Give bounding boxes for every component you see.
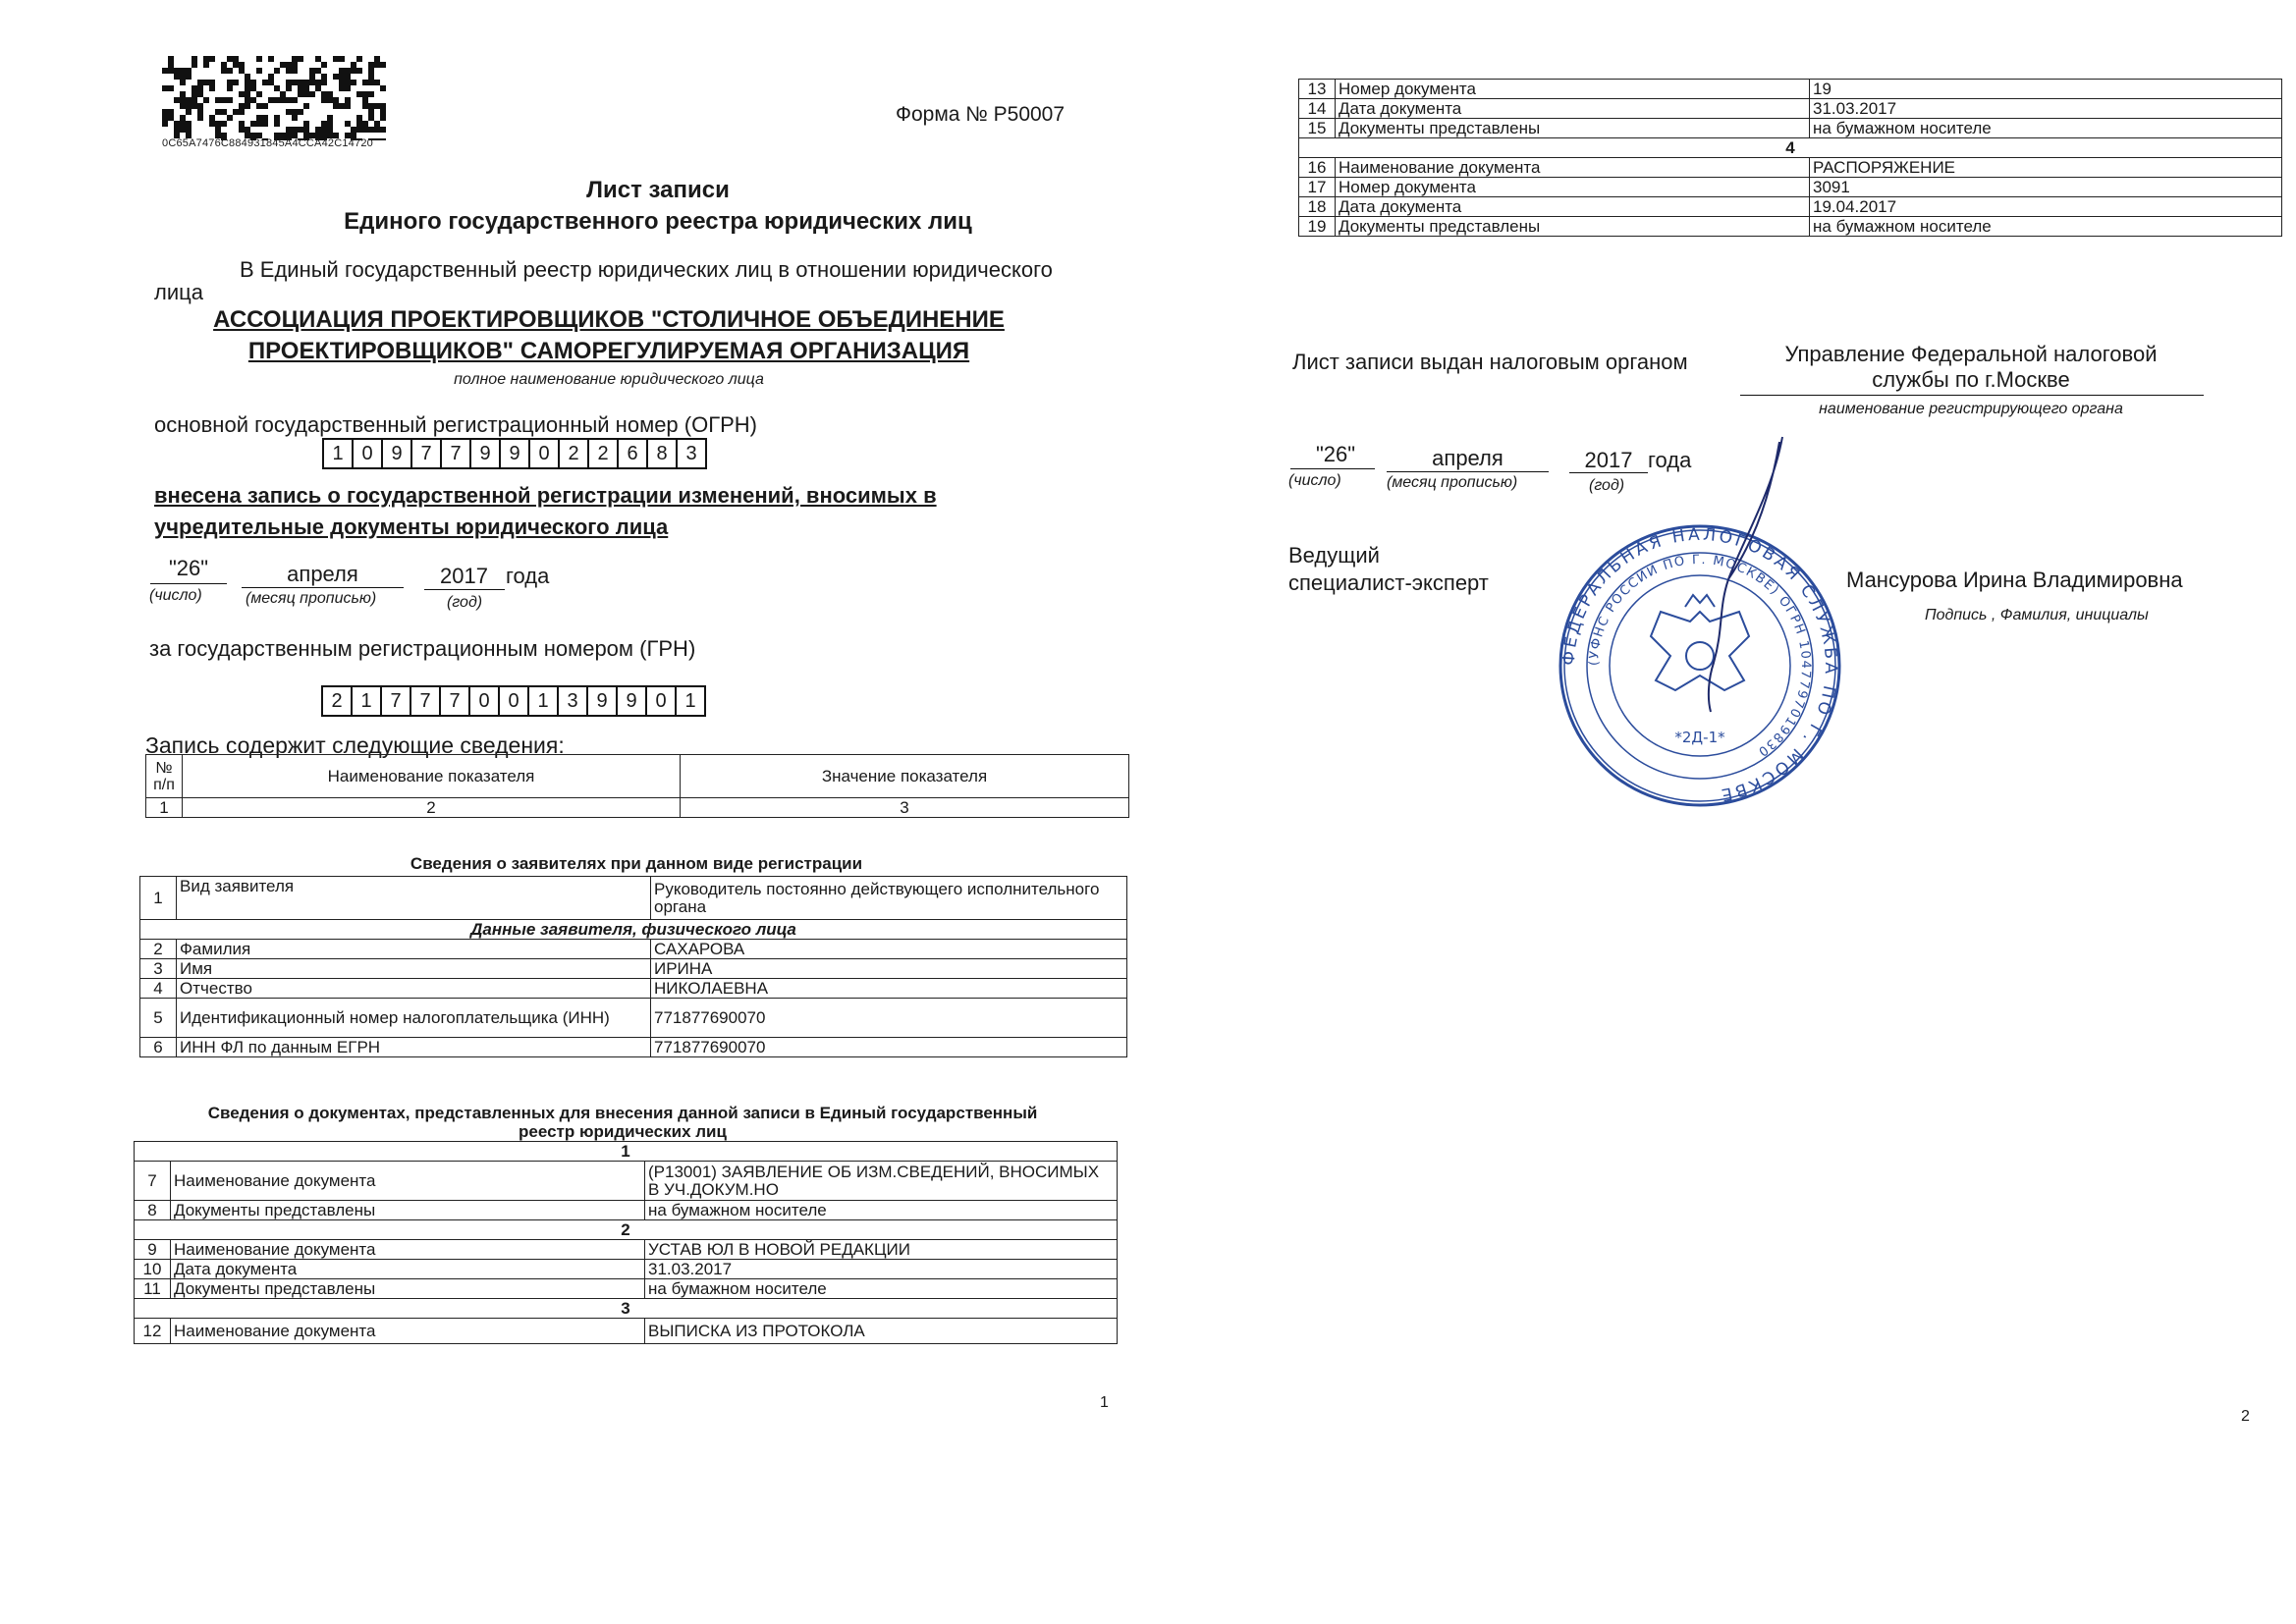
ogrn-digit: 3 <box>676 438 707 469</box>
doc-row-num: 16 <box>1299 158 1336 178</box>
ogrn-digit: 2 <box>558 438 589 469</box>
grn-digit: 2 <box>321 685 353 717</box>
contents-label: Запись содержит следующие сведения: <box>145 732 565 758</box>
entry-line2: учредительные документы юридического лица <box>154 514 669 539</box>
applicant-row-name: Вид заявителя <box>177 877 651 920</box>
grn-digit: 0 <box>468 685 500 717</box>
doc-row-value: 19 <box>1810 80 2282 99</box>
stamp-outer-text: ФЕДЕРАЛЬНАЯ НАЛОГОВАЯ СЛУЖБА ПО Г. МОСКВЕ <box>1558 524 1841 805</box>
applicant-row-name: ИНН ФЛ по данным ЕГРН <box>177 1038 651 1057</box>
date2-day-caption: (число) <box>1288 472 1341 489</box>
date1-suffix: года <box>506 564 550 588</box>
ogrn-digit: 0 <box>528 438 560 469</box>
doc-row-name: Документы представлены <box>171 1201 645 1220</box>
doc-row-num: 17 <box>1299 178 1336 197</box>
signer-caption: Подпись , Фамилия, инициалы <box>1925 607 2149 623</box>
applicant-row-num: 5 <box>140 999 177 1038</box>
doc-row-num: 10 <box>135 1260 171 1279</box>
documents-title-line1: Сведения о документах, представленных для внесения данной записи в Единый государственный <box>207 1104 1038 1122</box>
applicant-row-num: 1 <box>140 877 177 920</box>
applicant-row-num: 2 <box>140 940 177 959</box>
page-number-2: 2 <box>2241 1408 2250 1425</box>
doc-row-value: 3091 <box>1810 178 2282 197</box>
doc-group-label: 1 <box>135 1142 1118 1162</box>
doc-row-name: Документы представлены <box>171 1279 645 1299</box>
grn-digit: 7 <box>439 685 470 717</box>
doc-row-value: УСТАВ ЮЛ В НОВОЙ РЕДАКЦИИ <box>645 1240 1118 1260</box>
issued-authority-caption: наименование регистрирующего органа <box>1819 401 2123 417</box>
date2-year: 2017 <box>1584 448 1633 472</box>
date1-month: апреля <box>287 562 358 586</box>
applicant-row-name: Отчество <box>177 979 651 999</box>
ogrn-digit: 9 <box>499 438 530 469</box>
date2-day-line <box>1290 468 1375 469</box>
org-name-line2: ПРОЕКТИРОВЩИКОВ" САМОРЕГУЛИРУЕМАЯ ОРГАНИЗАЦИЯ <box>247 338 970 364</box>
grn-digit: 1 <box>527 685 559 717</box>
ogrn-digit: 7 <box>440 438 471 469</box>
col-value-index: 3 <box>681 798 1129 818</box>
doc-row-name: Наименование документа <box>1336 158 1810 178</box>
ogrn-digit: 1 <box>322 438 354 469</box>
doc-title-line2: Единого государственного реестра юридических лиц <box>344 208 972 235</box>
issued-label: Лист записи выдан налоговым органом <box>1292 350 1688 374</box>
barcode-text: 0C65A7476C884931845A4CCA42C14720 <box>162 137 373 149</box>
grn-digit: 9 <box>586 685 618 717</box>
doc-row-value: на бумажном носителе <box>645 1201 1118 1220</box>
doc-row-value: РАСПОРЯЖЕНИЕ <box>1810 158 2282 178</box>
grn-digit: 0 <box>498 685 529 717</box>
grn-digit: 9 <box>616 685 647 717</box>
barcode <box>162 56 386 140</box>
doc-row-name: Номер документа <box>1336 80 1810 99</box>
ogrn-digit: 6 <box>617 438 648 469</box>
col-num-index: 1 <box>146 798 183 818</box>
applicant-row-value: 771877690070 <box>651 999 1127 1038</box>
ogrn-digit: 8 <box>646 438 678 469</box>
doc-row-num: 12 <box>135 1319 171 1344</box>
intro-line1: В Единый государственный реестр юридических лиц в отношении юридического <box>240 257 1053 282</box>
ogrn-label: основной государственный регистрационный номер (ОГРН) <box>154 412 758 437</box>
entry-line1: внесена запись о государственной регистрации изменений, вносимых в <box>154 483 937 508</box>
doc-row-value: на бумажном носителе <box>1810 119 2282 138</box>
doc-group-label: 4 <box>1299 138 2282 158</box>
date1-month-line <box>242 587 404 588</box>
col-name-header: Наименование показателя <box>183 755 681 798</box>
doc-row-name: Документы представлены <box>1336 119 1810 138</box>
date1-year: 2017 <box>440 564 488 588</box>
doc-row-value: на бумажном носителе <box>1810 217 2282 237</box>
doc-row-value: (Р13001) ЗАЯВЛЕНИЕ ОБ ИЗМ.СВЕДЕНИЙ, ВНОСИМЫХ В УЧ.ДОКУМ.НО <box>645 1162 1118 1201</box>
date1-month-caption: (месяц прописью) <box>246 590 377 607</box>
grn-digit: 7 <box>410 685 441 717</box>
applicants-table <box>139 876 1127 1057</box>
doc-row-num: 7 <box>135 1162 171 1201</box>
applicant-subheader: Данные заявителя, физического лица <box>140 920 1127 940</box>
applicant-row-num: 4 <box>140 979 177 999</box>
doc-row-num: 9 <box>135 1240 171 1260</box>
grn-digit-boxes <box>321 685 704 717</box>
applicant-row-value: НИКОЛАЕВНА <box>651 979 1127 999</box>
issued-authority-line1: Управление Федеральной налоговой <box>1784 342 2158 366</box>
documents-table <box>134 1141 1118 1344</box>
applicant-row-value: САХАРОВА <box>651 940 1127 959</box>
doc-row-name: Наименование документа <box>171 1162 645 1201</box>
doc-row-num: 11 <box>135 1279 171 1299</box>
grn-digit: 3 <box>557 685 588 717</box>
doc-row-num: 13 <box>1299 80 1336 99</box>
signer-name: Мансурова Ирина Владимировна <box>1846 568 2183 592</box>
date1-year-caption: (год) <box>447 594 483 611</box>
doc-row-value: 31.03.2017 <box>645 1260 1118 1279</box>
date1-day: "26" <box>168 556 209 580</box>
applicant-row-name: Фамилия <box>177 940 651 959</box>
org-name-line1: АССОЦИАЦИЯ ПРОЕКТИРОВЩИКОВ "СТОЛИЧНОЕ ОБЪЕДИНЕНИЕ <box>213 306 1005 333</box>
signer-position-line1: Ведущий <box>1288 543 1380 568</box>
grn-digit: 1 <box>675 685 706 717</box>
doc-row-name: Наименование документа <box>171 1240 645 1260</box>
signer-position-line2: специалист-эксперт <box>1288 570 1489 595</box>
applicant-row-name: Имя <box>177 959 651 979</box>
col-name-index: 2 <box>183 798 681 818</box>
date1-day-caption: (число) <box>149 587 202 604</box>
date1-year-line <box>424 589 505 590</box>
date1-day-line <box>150 583 227 584</box>
issued-authority-line <box>1740 395 2204 396</box>
doc-group-label: 2 <box>135 1220 1118 1240</box>
doc-row-num: 15 <box>1299 119 1336 138</box>
doc-row-num: 18 <box>1299 197 1336 217</box>
doc-row-name: Наименование документа <box>171 1319 645 1344</box>
doc-title-line1: Лист записи <box>586 177 730 203</box>
doc-row-num: 19 <box>1299 217 1336 237</box>
col-value-header: Значение показателя <box>681 755 1129 798</box>
documents-table-continued <box>1298 79 2282 237</box>
documents-title-line2: реестр юридических лиц <box>519 1122 727 1141</box>
applicant-row-num: 6 <box>140 1038 177 1057</box>
applicant-row-name: Идентификационный номер налогоплательщика (ИНН) <box>177 999 651 1038</box>
ogrn-digit: 9 <box>381 438 412 469</box>
intro-line2: лица <box>154 280 203 304</box>
applicant-row-value: 771877690070 <box>651 1038 1127 1057</box>
doc-row-name: Дата документа <box>1336 99 1810 119</box>
handwritten-signature <box>1689 432 1797 717</box>
stamp-middle-text: (УФНС РОССИИ ПО Г. МОСКВЕ) ОГРН 1047797019830 <box>1586 552 1814 760</box>
org-name-caption: полное наименование юридического лица <box>454 371 764 388</box>
doc-row-value: ВЫПИСКА ИЗ ПРОТОКОЛА <box>645 1319 1118 1344</box>
doc-row-name: Документы представлены <box>1336 217 1810 237</box>
ogrn-digit: 7 <box>410 438 442 469</box>
date2-year-line <box>1569 472 1648 473</box>
stamp-bottom-code: *2Д-1* <box>1674 729 1725 746</box>
doc-row-num: 14 <box>1299 99 1336 119</box>
doc-row-num: 8 <box>135 1201 171 1220</box>
applicant-row-num: 3 <box>140 959 177 979</box>
doc-row-name: Дата документа <box>171 1260 645 1279</box>
date2-year-caption: (год) <box>1589 477 1625 494</box>
issued-authority-line2: службы по г.Москве <box>1872 367 2070 392</box>
applicant-row-value: ИРИНА <box>651 959 1127 979</box>
page-number-1: 1 <box>1100 1394 1109 1411</box>
doc-row-name: Номер документа <box>1336 178 1810 197</box>
ogrn-digit: 2 <box>587 438 619 469</box>
ogrn-digit: 0 <box>352 438 383 469</box>
ogrn-digit-boxes <box>322 438 705 469</box>
grn-digit: 0 <box>645 685 677 717</box>
grn-digit: 1 <box>351 685 382 717</box>
date2-month-line <box>1387 471 1549 472</box>
ogrn-digit: 9 <box>469 438 501 469</box>
doc-group-label: 3 <box>135 1299 1118 1319</box>
doc-row-value: 19.04.2017 <box>1810 197 2282 217</box>
date2-month-caption: (месяц прописью) <box>1387 474 1518 491</box>
date2-month: апреля <box>1432 446 1503 470</box>
date2-suffix: года <box>1648 448 1692 472</box>
grn-label: за государственным регистрационным номером (ГРН) <box>149 636 696 661</box>
col-num-header: № п/п <box>146 755 183 798</box>
form-number: Форма № Р50007 <box>896 103 1066 126</box>
applicant-row-value: Руководитель постоянно действующего исполнительного органа <box>651 877 1127 920</box>
doc-row-value: 31.03.2017 <box>1810 99 2282 119</box>
doc-row-value: на бумажном носителе <box>645 1279 1118 1299</box>
grn-digit: 7 <box>380 685 411 717</box>
doc-row-name: Дата документа <box>1336 197 1810 217</box>
columns-header-table <box>145 754 1129 818</box>
applicants-section-title: Сведения о заявителях при данном виде регистрации <box>410 854 863 873</box>
date2-day: "26" <box>1315 442 1356 466</box>
